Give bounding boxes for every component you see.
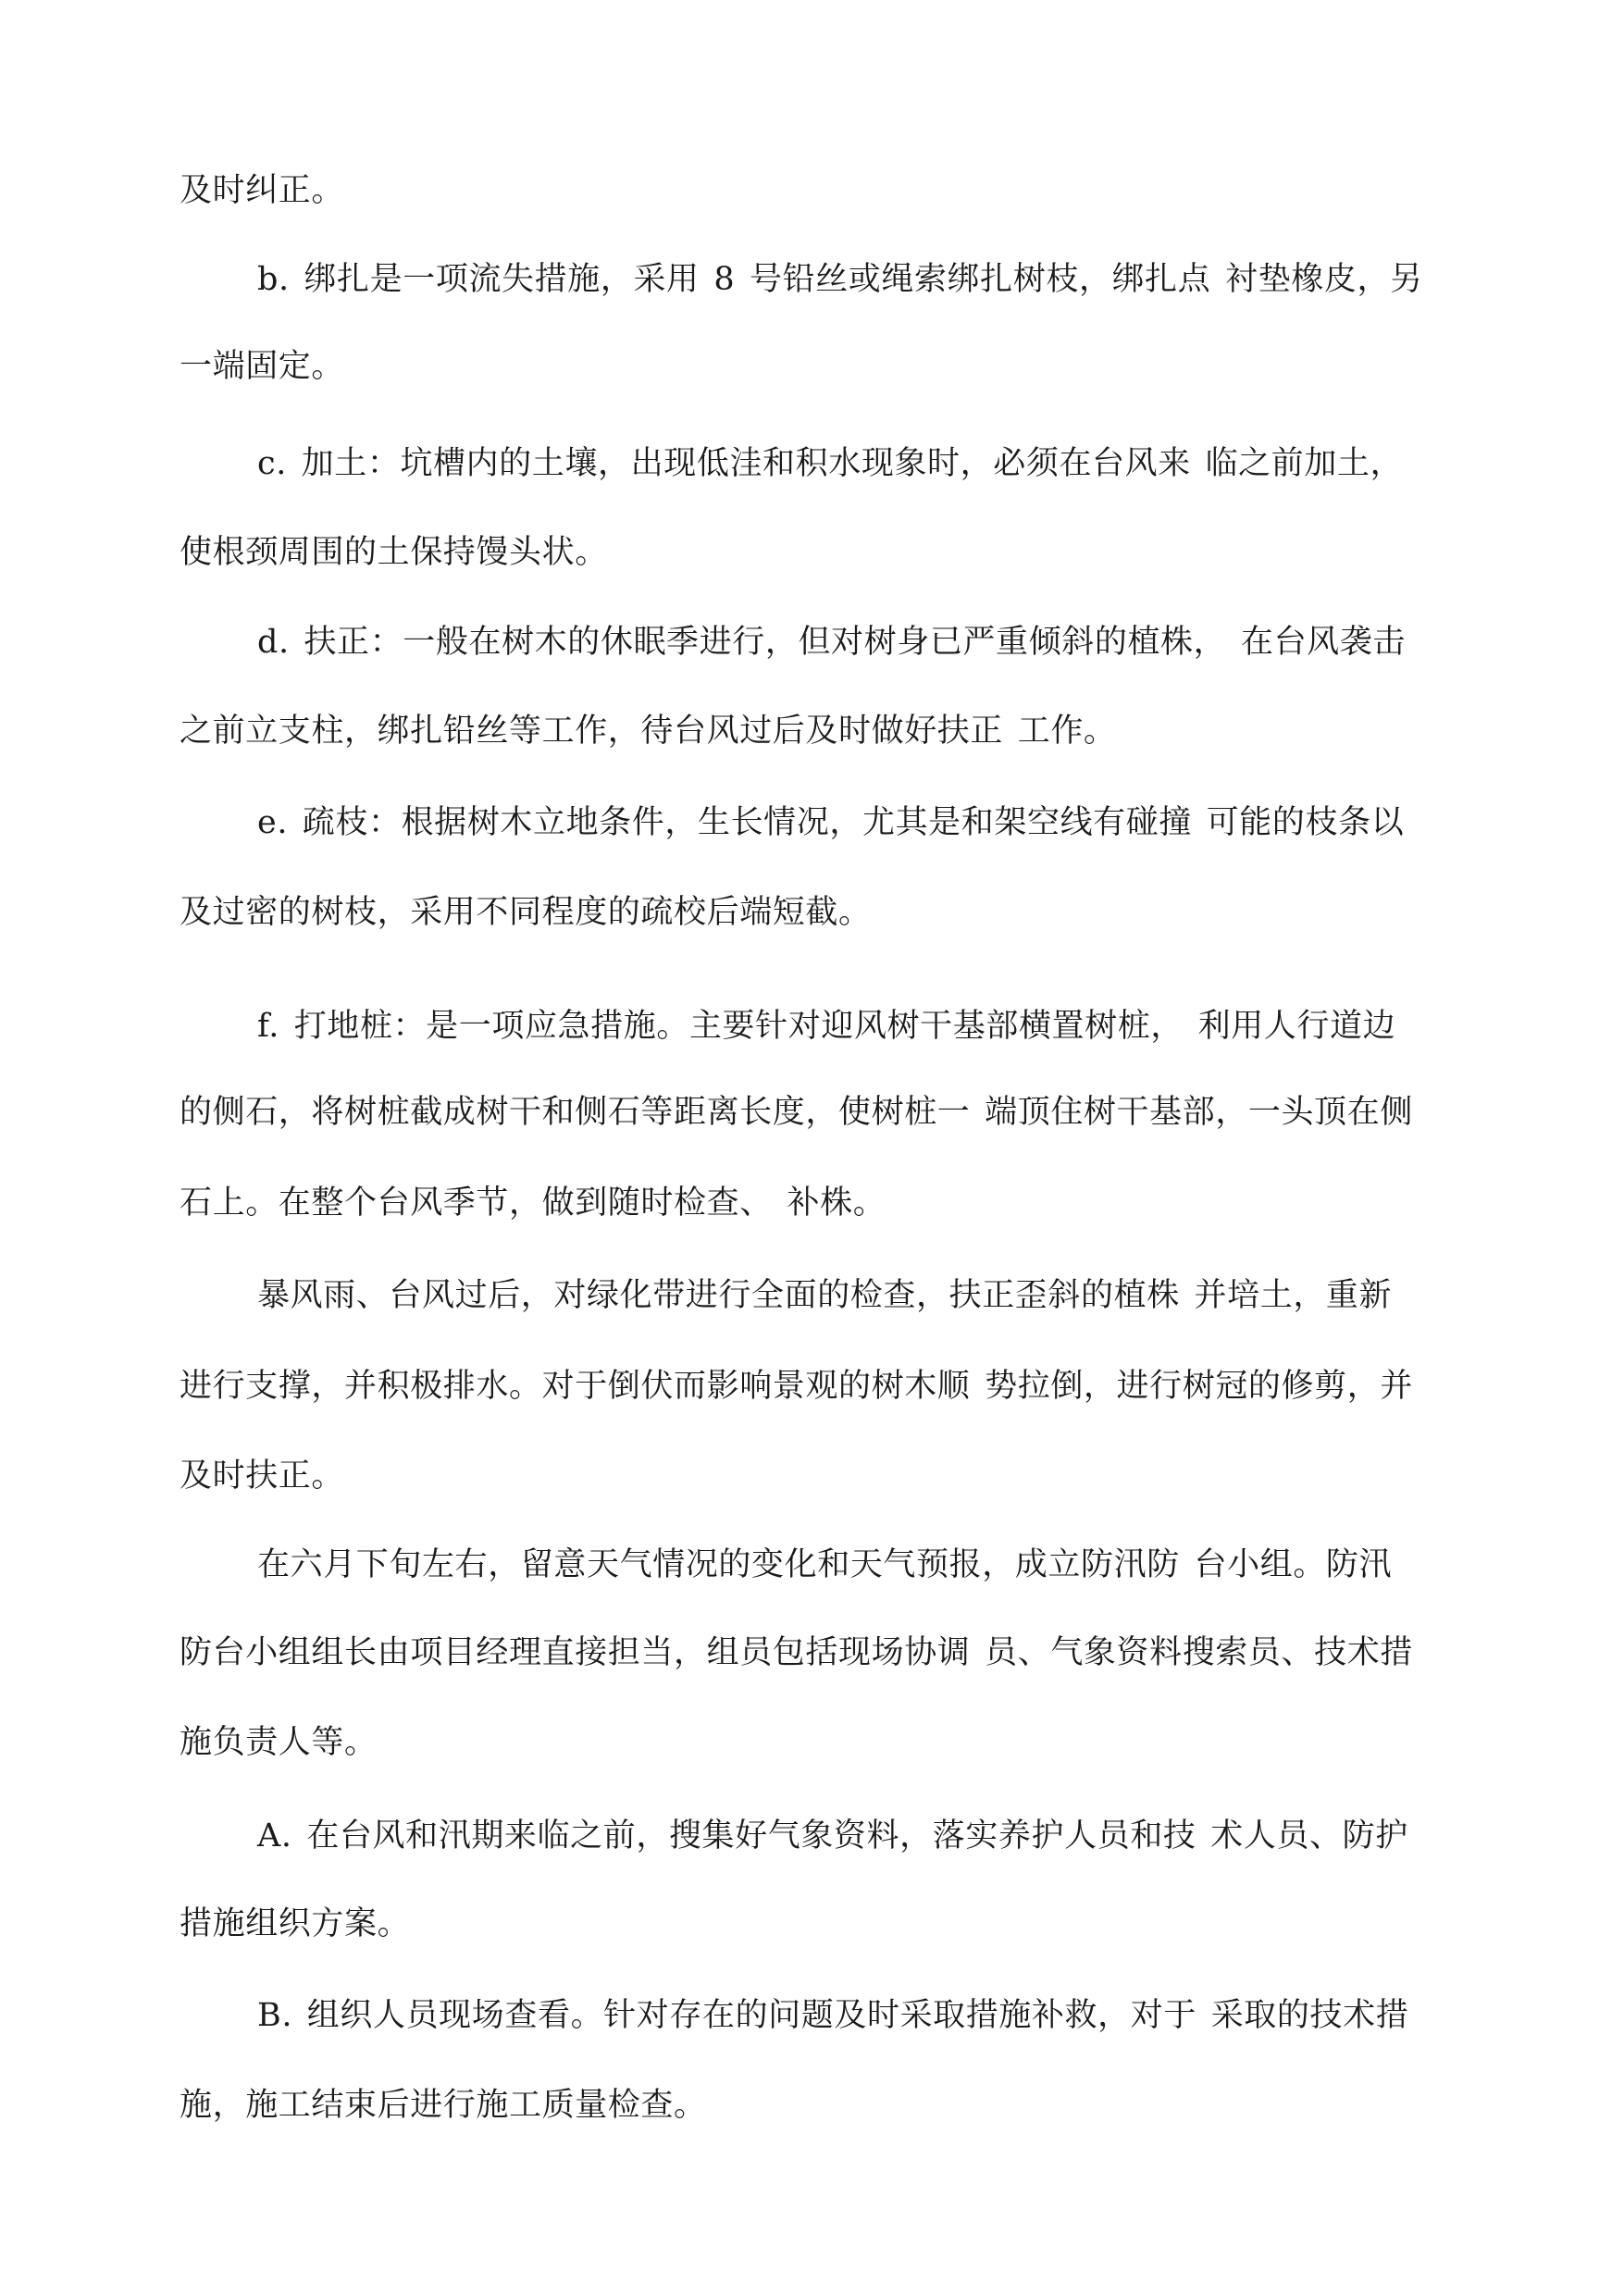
text-line: B. 组织人员现场查看。针对存在的问题及时采取措施补救，对于 采取的技术措 xyxy=(257,1997,1409,2034)
text-line: 一端固定。 xyxy=(180,348,345,385)
text-line: 及时纠正。 xyxy=(180,172,345,209)
text-line: 施，施工结束后进行施工质量检查。 xyxy=(180,2087,707,2124)
text-line: 在六月下旬左右，留意天气情况的变化和天气预报，成立防汛防 台小组。防汛 xyxy=(257,1546,1393,1583)
text-line: e. 疏枝：根据树木立地条件，生长情况，尤其是和架空线有碰撞 可能的枝条以 xyxy=(257,804,1405,841)
text-line: d. 扶正：一般在树木的休眠季进行，但对树身已严重倾斜的植株， 在台风袭击 xyxy=(257,624,1406,661)
text-line: 之前立支柱，绑扎铅丝等工作，待台风过后及时做好扶正 工作。 xyxy=(180,713,1117,750)
text-line: 防台小组组长由项目经理直接担当，组员包括现场协调 员、气象资料搜索员、技术措 xyxy=(180,1634,1413,1671)
text-line: 及时扶正。 xyxy=(180,1458,345,1495)
text-line: 措施组织方案。 xyxy=(180,1905,411,1942)
text-line: f. 打地桩：是一项应急措施。主要针对迎风树干基部横置树桩， 利用人行道边 xyxy=(257,1008,1396,1045)
text-line: 及过密的树枝，采用不同程度的疏校后端短截。 xyxy=(180,894,872,931)
text-line: 的侧石，将树桩截成树干和侧石等距离长度，使树桩一 端顶住树干基部，一头顶在侧 xyxy=(180,1094,1413,1131)
text-line: 施负责人等。 xyxy=(180,1724,378,1761)
text-line: 使根颈周围的土保持馒头状。 xyxy=(180,534,608,571)
text-line: 暴风雨、台风过后，对绿化带进行全面的检查，扶正歪斜的植株 并培土，重新 xyxy=(257,1277,1393,1314)
text-line: 进行支撑，并积极排水。对于倒伏而影响景观的树木顺 势拉倒，进行树冠的修剪，并 xyxy=(180,1368,1413,1405)
text-line: c. 加土：坑槽内的土壤，出现低洼和积水现象时，必须在台风来 临之前加土， xyxy=(257,445,1404,482)
text-line: 石上。在整个台风季节，做到随时检查、 补株。 xyxy=(180,1185,886,1222)
text-line: A. 在台风和汛期来临之前，搜集好气象资料，落实养护人员和技 术人员、防护 xyxy=(257,1817,1408,1855)
text-line: b. 绑扎是一项流失措施，采用 8 号铅丝或绳索绑扎树枝，绑扎点 衬垫橡皮，另 xyxy=(257,261,1423,298)
